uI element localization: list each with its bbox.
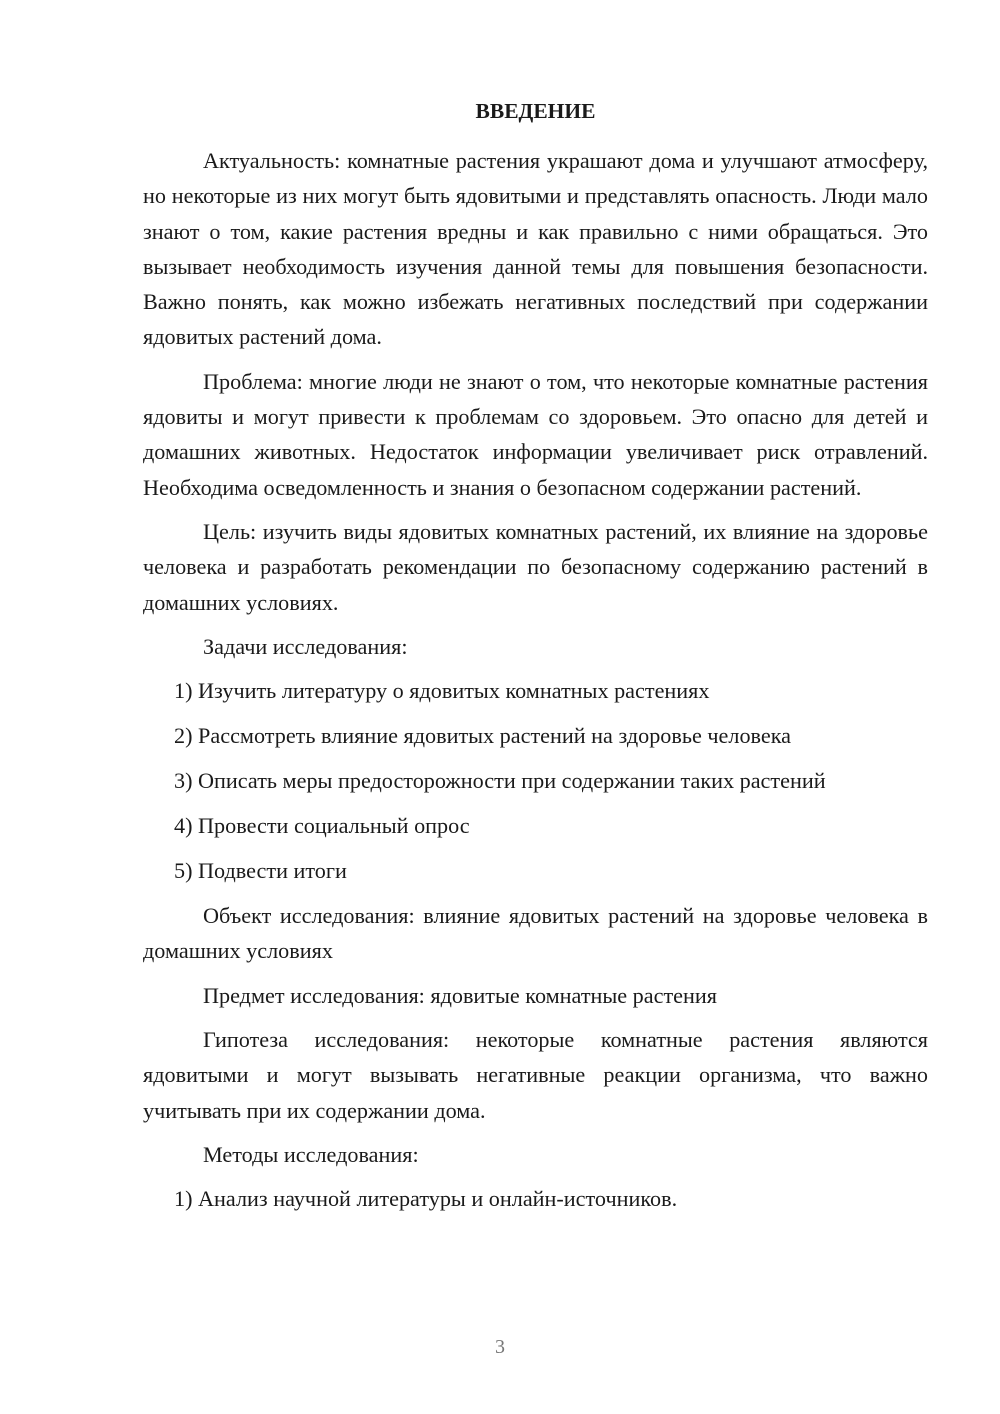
task-item-3: 3) Описать меры предосторожности при содержании таких растений bbox=[174, 768, 826, 794]
object-paragraph: Объект исследования: влияние ядовитых растений на здоровье человека в домашних условиях bbox=[143, 903, 928, 964]
goal-paragraph: Цель: изучить виды ядовитых комнатных растений, их влияние на здоровье человека и разработать рекомендации по безопасному содержанию растений в домашних условиях. bbox=[143, 518, 928, 615]
task-item-4: 4) Провести социальный опрос bbox=[174, 813, 470, 839]
task-item-2: 2) Рассмотреть влияние ядовитых растений на здоровье человека bbox=[174, 723, 792, 749]
methods-title: Методы исследования: bbox=[203, 1141, 419, 1167]
task-item-5: 5) Подвести итоги bbox=[174, 858, 347, 884]
task-item-1: 1) Изучить литературу о ядовитых комнатных растениях bbox=[174, 678, 710, 704]
hypothesis-paragraph: Гипотеза исследования: некоторые комнатные растения являются ядовитыми и могут вызывать негативные реакции организма, что важно учитывать при их содержании дома. bbox=[143, 1026, 928, 1123]
section-heading: ВВЕДЕНИЕ bbox=[475, 99, 596, 123]
tasks-title: Задачи исследования: bbox=[203, 633, 408, 659]
method-item-1: 1) Анализ научной литературы и онлайн-источников. bbox=[174, 1186, 678, 1212]
page-number: 3 bbox=[495, 1336, 505, 1358]
subject-paragraph: Предмет исследования: ядовитые комнатные растения bbox=[203, 982, 717, 1008]
problem-paragraph: Проблема: многие люди не знают о том, что некоторые комнатные растения ядовиты и могут привести к проблемам со здоровьем. Это опасно для детей и домашних животных. Недостаток информации увеличивает риск отравлений. Необходима осведомленность и знания о безопасном содержании растений. bbox=[143, 368, 928, 500]
relevance-paragraph: Актуальность: комнатные растения украшают дома и улучшают атмосферу, но некоторые из них могут быть ядовитыми и представлять опасность. Люди мало знают о том, какие растения вредны и как правильно с ними обращаться. Это вызывает необходимость изучения данной темы для повышения безопасности. Важно понять, как можно избежать негативных последствий при содержании ядовитых растений дома. bbox=[143, 148, 928, 350]
document-page bbox=[143, 96, 928, 1226]
